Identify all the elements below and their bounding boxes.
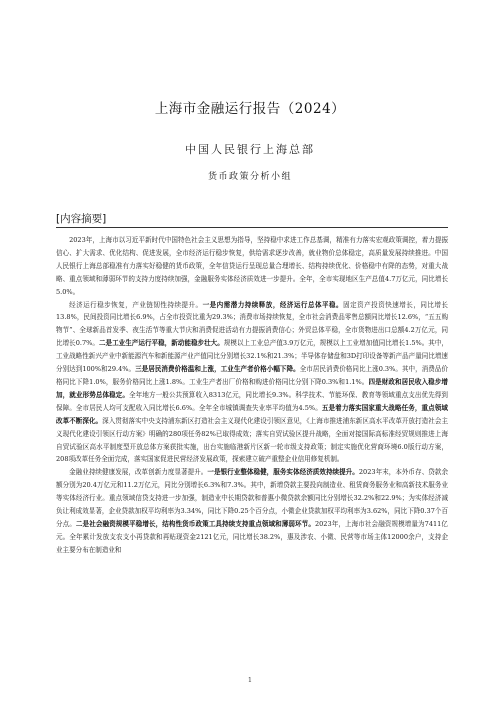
abstract-paragraph	[56, 466, 448, 556]
bold-run: 四是财政和居民收入稳步增加，就业形势总体稳定。	[56, 377, 448, 399]
text-run: 2023年，上海市社会融资规模增量为7411亿元。全年累计发放支农支小再贷款和再贴现资金2121亿元，同比增长38.2%，惠及涉农、小微、民营等市场主体12000余户，支持企业主要分布在制造业和	[56, 519, 448, 554]
abstract-body	[56, 234, 448, 557]
bold-run: 二是工业生产运行平稳，新动能稳步壮大。	[98, 339, 224, 348]
text-run: 经济运行稳步恢复，产业链韧性持续提升。	[69, 300, 203, 309]
author-team: 货币政策分析小组	[207, 172, 292, 182]
text-run: 规模以上工业总产值3.9万亿元，规模以上工业增加值同比增长1.5%。其中，工业战略性新兴产业中新能源汽车和新能源产业产值同比分别增长32.1%和21.3%；半导体存储盘和3D打印设备等新产品产量同比增速分别达到100%和29.4%。	[56, 339, 448, 374]
section-heading: [内容摘要]	[56, 213, 107, 225]
text-run: 金融业持续健康发展，改革创新力度显著提升。	[69, 468, 208, 477]
page-number: 1	[247, 676, 253, 684]
bold-run: 五是着力落实国家重大战略任务，重点领域改革不断深化。	[56, 403, 448, 425]
text-run: 深入贯彻落实中央支持浦东新区打造社会主义现代化建设引领区意见，《上海市推进浦东新区高水平改革开放打造社会主义现代化建设引领区行动方案》明确的280项任务82%已取得成效；落实自贸试验区提升战略，全面对接国际高标准经贸规则推进上海自贸试验区高水平制度型开放总体方案获批实施，出台实施临港新片区新一轮市级支持政策；制定实施优化营商环境6.0版行动方案，208项改革任务全面完成，落实国家促进民营经济发展政策，探索建立破产重整企业信用修复机制。	[56, 416, 448, 464]
bold-run: 三是居民消费价格温和上涨，工业生产者价格小幅下降。	[135, 365, 300, 374]
bold-run: 一是内需潜力持续释放，经济运行总体平稳。	[202, 300, 344, 309]
text-run: 全市居民消费价格同比上涨0.3%。其中，消费品价格同比下降1.0%，服务价格同比上涨1.8%。工业生产者出厂价格和购进价格同比分别下降0.3%和1.1%。	[56, 365, 448, 386]
text-run: 2023年，上海市以习近平新时代中国特色社会主义思想为指导，坚持稳中求进工作总基调，精准有力落实宏观政策调控，着力提振信心、扩大需求、优化结构、促进发展，全市经济运行稳步恢复，供给需求逐步改善，就业物价总体稳定，高质量发展持续推进。中国人民银行上海总部稳准有力落实好稳健的货币政策，全年信贷运行呈现总量合理增长、结构持续优化、价格稳中有降的态势，对重大战略、重点领域和薄弱环节的支持力度持续加强，金融服务实体经济质效进一步提升。全年，全市实现地区生产总值4.7万亿元，同比增长5.0%。	[56, 236, 448, 296]
bold-run: 一是银行业整体稳健，服务实体经济质效持续提升。	[207, 468, 359, 477]
abstract-paragraph	[56, 299, 448, 467]
bold-run: 二是社会融资规模平稳增长，结构性货币政策工具持续支持重点领域和薄弱环节。	[75, 519, 315, 528]
text-run: 全年地方一般公共预算收入8313亿元，同比增长9.3%。科学技术、节能环保、教育等领域重点支出优先得到保障。全市居民人均可支配收入同比增长6.6%。全年全市城镇调查失业率平均值为4.5%。	[56, 390, 448, 412]
author-organization: 中国人民银行上海总部	[185, 143, 315, 156]
abstract-paragraph	[56, 234, 448, 299]
heading-divider	[56, 227, 448, 228]
report-title: 上海市金融运行报告（2024）	[154, 101, 346, 117]
text-run: 固定资产投资快速增长，同比增长13.8%，民间投资同比增长6.9%，占全市投资比重为29.3%；消费市场持续恢复，全市社会消费品零售总额同比增长12.6%，“五五购物节”、全球新品首发季、夜生活节等重大节庆和消费促进活动有力提振消费信心；外贸总体平稳，全市货物进出口总额4.2万亿元，同比增长0.7%。	[56, 300, 448, 348]
text-run: 2023年末，本外币存、贷款余额分别为20.4万亿元和11.2万亿元，同比分别增长6.3%和7.3%。其中，新增贷款主要投向制造业、租赁商务服务业和高新技术服务业等实体经济行业。重点领域信贷支持进一步加强，制造业中长期贷款和普惠小微贷款余额同比分别增长32.2%和22.9%；为实体经济减负让利成效显著，企业贷款加权平均利率为3.34%，同比下降0.25个百分点，小微企业贷款加权平均利率为3.62%，同比下降0.37个百分点。	[56, 468, 448, 528]
